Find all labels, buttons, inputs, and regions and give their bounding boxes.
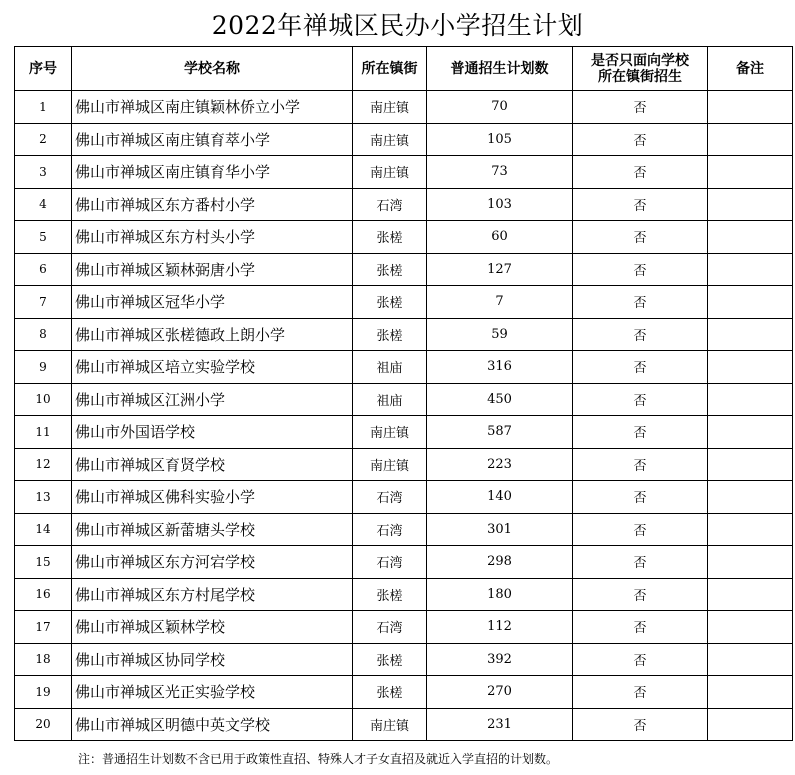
enrollment-table bbox=[14, 46, 793, 741]
table-row bbox=[15, 513, 793, 546]
plan-count-cell: 127 bbox=[427, 253, 573, 286]
town-cell: 祖庙 bbox=[353, 351, 427, 384]
local-only-cell: 否 bbox=[573, 416, 708, 449]
town-cell: 石湾 bbox=[353, 546, 427, 579]
table-row bbox=[15, 156, 793, 189]
row-index: 19 bbox=[15, 676, 72, 709]
town-cell: 南庄镇 bbox=[353, 156, 427, 189]
local-only-cell: 否 bbox=[573, 188, 708, 221]
remark-cell bbox=[708, 188, 793, 221]
town-cell: 张槎 bbox=[353, 676, 427, 709]
town-cell: 祖庙 bbox=[353, 383, 427, 416]
header-local-only bbox=[573, 47, 708, 91]
school-name-cell: 佛山市外国语学校 bbox=[72, 416, 353, 449]
remark-cell bbox=[708, 383, 793, 416]
school-name-cell: 佛山市禅城区培立实验学校 bbox=[72, 351, 353, 384]
local-only-cell: 否 bbox=[573, 448, 708, 481]
school-name-cell: 佛山市禅城区南庄镇育萃小学 bbox=[72, 123, 353, 156]
row-index: 15 bbox=[15, 546, 72, 579]
table-header-row bbox=[15, 47, 793, 91]
plan-count-cell: 73 bbox=[427, 156, 573, 189]
school-name-cell: 佛山市禅城区明德中英文学校 bbox=[72, 708, 353, 741]
local-only-cell: 否 bbox=[573, 676, 708, 709]
table-row bbox=[15, 546, 793, 579]
local-only-cell: 否 bbox=[573, 286, 708, 319]
table-row bbox=[15, 448, 793, 481]
table-row bbox=[15, 611, 793, 644]
table-row bbox=[15, 123, 793, 156]
school-name-cell: 佛山市禅城区东方村头小学 bbox=[72, 221, 353, 254]
row-index: 17 bbox=[15, 611, 72, 644]
town-cell: 南庄镇 bbox=[353, 416, 427, 449]
row-index: 4 bbox=[15, 188, 72, 221]
table-row bbox=[15, 351, 793, 384]
school-name-cell: 佛山市禅城区协同学校 bbox=[72, 643, 353, 676]
row-index: 20 bbox=[15, 708, 72, 741]
plan-count-cell: 70 bbox=[427, 91, 573, 124]
local-only-cell: 否 bbox=[573, 643, 708, 676]
town-cell: 南庄镇 bbox=[353, 708, 427, 741]
plan-count-cell: 103 bbox=[427, 188, 573, 221]
school-name-cell: 佛山市禅城区冠华小学 bbox=[72, 286, 353, 319]
plan-count-cell: 392 bbox=[427, 643, 573, 676]
school-name-cell: 佛山市禅城区东方村尾学校 bbox=[72, 578, 353, 611]
school-name-cell: 佛山市禅城区光正实验学校 bbox=[72, 676, 353, 709]
header-town: 所在镇街 bbox=[353, 47, 427, 91]
school-name-cell: 佛山市禅城区南庄镇育华小学 bbox=[72, 156, 353, 189]
row-index: 11 bbox=[15, 416, 72, 449]
table-row bbox=[15, 221, 793, 254]
plan-count-cell: 270 bbox=[427, 676, 573, 709]
remark-cell bbox=[708, 611, 793, 644]
remark-cell bbox=[708, 221, 793, 254]
row-index: 9 bbox=[15, 351, 72, 384]
school-name-cell: 佛山市禅城区佛科实验小学 bbox=[72, 481, 353, 514]
plan-count-cell: 112 bbox=[427, 611, 573, 644]
town-cell: 张槎 bbox=[353, 253, 427, 286]
school-name-cell: 佛山市禅城区颖林弼唐小学 bbox=[72, 253, 353, 286]
table-row bbox=[15, 318, 793, 351]
header-index: 序号 bbox=[15, 47, 72, 91]
local-only-cell: 否 bbox=[573, 611, 708, 644]
remark-cell bbox=[708, 481, 793, 514]
table-row bbox=[15, 253, 793, 286]
remark-cell bbox=[708, 253, 793, 286]
row-index: 5 bbox=[15, 221, 72, 254]
local-only-cell: 否 bbox=[573, 91, 708, 124]
local-only-cell: 否 bbox=[573, 481, 708, 514]
school-name-cell: 佛山市禅城区新蕾塘头学校 bbox=[72, 513, 353, 546]
table-row bbox=[15, 578, 793, 611]
table-row bbox=[15, 91, 793, 124]
row-index: 3 bbox=[15, 156, 72, 189]
row-index: 1 bbox=[15, 91, 72, 124]
town-cell: 张槎 bbox=[353, 643, 427, 676]
row-index: 16 bbox=[15, 578, 72, 611]
table-row bbox=[15, 286, 793, 319]
town-cell: 南庄镇 bbox=[353, 123, 427, 156]
town-cell: 石湾 bbox=[353, 513, 427, 546]
row-index: 18 bbox=[15, 643, 72, 676]
row-index: 8 bbox=[15, 318, 72, 351]
local-only-cell: 否 bbox=[573, 221, 708, 254]
remark-cell bbox=[708, 708, 793, 741]
row-index: 10 bbox=[15, 383, 72, 416]
town-cell: 南庄镇 bbox=[353, 91, 427, 124]
plan-count-cell: 223 bbox=[427, 448, 573, 481]
remark-cell bbox=[708, 448, 793, 481]
local-only-cell: 否 bbox=[573, 351, 708, 384]
header-local-only-line1: 是否只面向学校 bbox=[591, 52, 689, 69]
school-name-cell: 佛山市禅城区颖林学校 bbox=[72, 611, 353, 644]
plan-count-cell: 180 bbox=[427, 578, 573, 611]
table-row bbox=[15, 416, 793, 449]
town-cell: 南庄镇 bbox=[353, 448, 427, 481]
table-row bbox=[15, 481, 793, 514]
plan-count-cell: 587 bbox=[427, 416, 573, 449]
local-only-cell: 否 bbox=[573, 383, 708, 416]
plan-count-cell: 301 bbox=[427, 513, 573, 546]
row-index: 6 bbox=[15, 253, 72, 286]
town-cell: 张槎 bbox=[353, 221, 427, 254]
table-row bbox=[15, 383, 793, 416]
row-index: 13 bbox=[15, 481, 72, 514]
plan-count-cell: 231 bbox=[427, 708, 573, 741]
school-name-cell: 佛山市禅城区张槎德政上朗小学 bbox=[72, 318, 353, 351]
plan-count-cell: 105 bbox=[427, 123, 573, 156]
plan-count-cell: 298 bbox=[427, 546, 573, 579]
remark-cell bbox=[708, 676, 793, 709]
plan-count-cell: 60 bbox=[427, 221, 573, 254]
plan-count-cell: 59 bbox=[427, 318, 573, 351]
header-school-name: 学校名称 bbox=[72, 47, 353, 91]
remark-cell bbox=[708, 578, 793, 611]
plan-count-cell: 450 bbox=[427, 383, 573, 416]
town-cell: 张槎 bbox=[353, 318, 427, 351]
town-cell: 石湾 bbox=[353, 611, 427, 644]
remark-cell bbox=[708, 351, 793, 384]
local-only-cell: 否 bbox=[573, 578, 708, 611]
remark-cell bbox=[708, 286, 793, 319]
local-only-cell: 否 bbox=[573, 546, 708, 579]
town-cell: 石湾 bbox=[353, 188, 427, 221]
town-cell: 石湾 bbox=[353, 481, 427, 514]
table-row bbox=[15, 643, 793, 676]
row-index: 12 bbox=[15, 448, 72, 481]
town-cell: 张槎 bbox=[353, 286, 427, 319]
local-only-cell: 否 bbox=[573, 318, 708, 351]
header-plan-count: 普通招生计划数 bbox=[427, 47, 573, 91]
footnote: 注：普通招生计划数不含已用于政策性直招、特殊人才子女直招及就近入学直招的计划数。 bbox=[78, 752, 559, 766]
local-only-cell: 否 bbox=[573, 156, 708, 189]
remark-cell bbox=[708, 318, 793, 351]
row-index: 7 bbox=[15, 286, 72, 319]
remark-cell bbox=[708, 546, 793, 579]
school-name-cell: 佛山市禅城区江洲小学 bbox=[72, 383, 353, 416]
remark-cell bbox=[708, 91, 793, 124]
table-row bbox=[15, 188, 793, 221]
school-name-cell: 佛山市禅城区东方河宕学校 bbox=[72, 546, 353, 579]
plan-count-cell: 140 bbox=[427, 481, 573, 514]
remark-cell bbox=[708, 156, 793, 189]
header-remark: 备注 bbox=[708, 47, 793, 91]
row-index: 2 bbox=[15, 123, 72, 156]
local-only-cell: 否 bbox=[573, 253, 708, 286]
row-index: 14 bbox=[15, 513, 72, 546]
local-only-cell: 否 bbox=[573, 708, 708, 741]
page-title: 2022年禅城区民办小学招生计划 bbox=[211, 11, 584, 40]
header-local-only-line2: 所在镇街招生 bbox=[598, 68, 682, 85]
school-name-cell: 佛山市禅城区南庄镇颖林侨立小学 bbox=[72, 91, 353, 124]
remark-cell bbox=[708, 123, 793, 156]
remark-cell bbox=[708, 513, 793, 546]
town-cell: 张槎 bbox=[353, 578, 427, 611]
local-only-cell: 否 bbox=[573, 513, 708, 546]
table-row bbox=[15, 708, 793, 741]
school-name-cell: 佛山市禅城区育贤学校 bbox=[72, 448, 353, 481]
table-row bbox=[15, 676, 793, 709]
school-name-cell: 佛山市禅城区东方番村小学 bbox=[72, 188, 353, 221]
plan-count-cell: 7 bbox=[427, 286, 573, 319]
local-only-cell: 否 bbox=[573, 123, 708, 156]
remark-cell bbox=[708, 416, 793, 449]
remark-cell bbox=[708, 643, 793, 676]
plan-count-cell: 316 bbox=[427, 351, 573, 384]
